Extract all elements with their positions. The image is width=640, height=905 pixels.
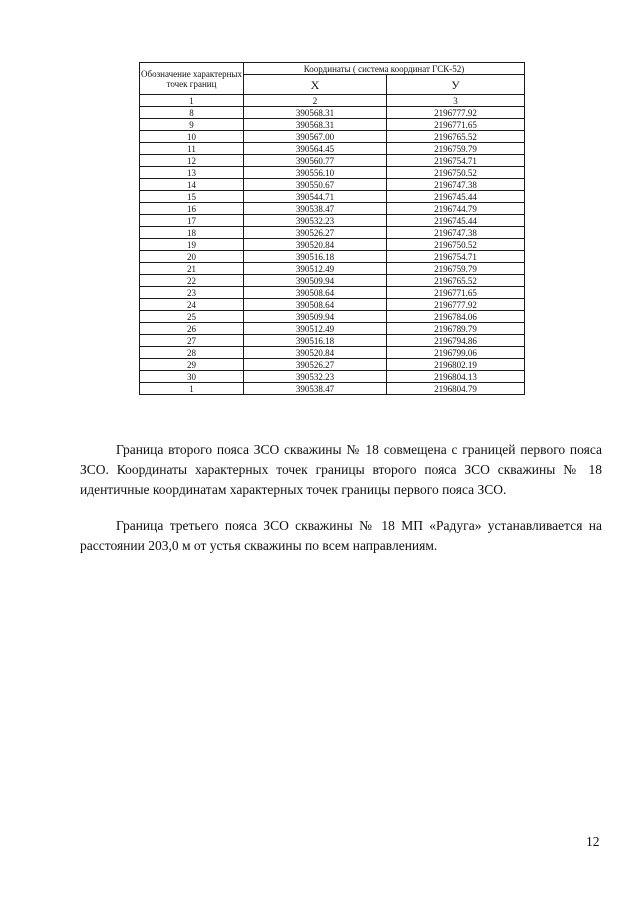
x-coordinate-cell: 390520.84	[244, 239, 387, 251]
point-id-cell: 18	[140, 227, 244, 239]
table-row	[140, 155, 525, 167]
table-row	[140, 299, 525, 311]
paragraph-second-zone: Граница второго пояса ЗСО скважины № 18 совмещена с границей первого пояса ЗСО. Координаты характерных точек границы второго пояса ЗСО скважины № 18 идентичные координатам характерных точек границы первого пояса ЗСО.	[80, 442, 602, 497]
x-coordinate-cell: 390526.27	[244, 359, 387, 371]
table-row	[140, 167, 525, 179]
x-coordinate-cell: 390538.47	[244, 383, 387, 395]
table-row	[140, 335, 525, 347]
x-coordinate-cell: 390512.49	[244, 323, 387, 335]
y-coordinate-cell: 2196759.79	[387, 263, 525, 275]
x-coordinate-cell: 390568.31	[244, 107, 387, 119]
table-row	[140, 107, 525, 119]
table-row	[140, 251, 525, 263]
table-row	[140, 347, 525, 359]
x-coordinate-cell: 390538.47	[244, 203, 387, 215]
y-coordinate-cell: 2196754.71	[387, 155, 525, 167]
column-number-1: 1	[140, 95, 244, 107]
x-coordinate-cell: 390567.00	[244, 131, 387, 143]
paragraph-third-zone: Граница третьего пояса ЗСО скважины № 18 МП «Радуга» устанавливается на расстоянии 203,0 м от устья скважины по всем направлениям.	[80, 518, 602, 553]
y-coordinate-cell: 2196747.38	[387, 179, 525, 191]
header-y: У	[387, 75, 525, 95]
y-coordinate-cell: 2196789.79	[387, 323, 525, 335]
header-designation: Обозначение характерных точек границ	[140, 63, 244, 95]
table-row	[140, 119, 525, 131]
point-id-cell: 25	[140, 311, 244, 323]
table-row	[140, 371, 525, 383]
x-coordinate-cell: 390516.18	[244, 335, 387, 347]
point-id-cell: 15	[140, 191, 244, 203]
y-coordinate-cell: 2196777.92	[387, 299, 525, 311]
y-coordinate-cell: 2196802.19	[387, 359, 525, 371]
y-coordinate-cell: 2196777.92	[387, 107, 525, 119]
column-number-3: 3	[387, 95, 525, 107]
x-coordinate-cell: 390560.77	[244, 155, 387, 167]
x-coordinate-cell: 390520.84	[244, 347, 387, 359]
point-id-cell: 10	[140, 131, 244, 143]
table-row	[140, 215, 525, 227]
table-row	[140, 287, 525, 299]
y-coordinate-cell: 2196750.52	[387, 167, 525, 179]
point-id-cell: 1	[140, 383, 244, 395]
point-id-cell: 21	[140, 263, 244, 275]
point-id-cell: 22	[140, 275, 244, 287]
y-coordinate-cell: 2196799.06	[387, 347, 525, 359]
table-row	[140, 275, 525, 287]
point-id-cell: 8	[140, 107, 244, 119]
x-coordinate-cell: 390508.64	[244, 287, 387, 299]
y-coordinate-cell: 2196784.06	[387, 311, 525, 323]
point-id-cell: 29	[140, 359, 244, 371]
y-coordinate-cell: 2196765.52	[387, 131, 525, 143]
point-id-cell: 30	[140, 371, 244, 383]
y-coordinate-cell: 2196745.44	[387, 191, 525, 203]
x-coordinate-cell: 390532.23	[244, 371, 387, 383]
y-coordinate-cell: 2196771.65	[387, 119, 525, 131]
y-coordinate-cell: 2196754.71	[387, 251, 525, 263]
x-coordinate-cell: 390516.18	[244, 251, 387, 263]
point-id-cell: 27	[140, 335, 244, 347]
header-coordinates: Координаты ( система координат ГСК-52)	[244, 63, 525, 75]
point-id-cell: 26	[140, 323, 244, 335]
point-id-cell: 16	[140, 203, 244, 215]
point-id-cell: 14	[140, 179, 244, 191]
y-coordinate-cell: 2196794.86	[387, 335, 525, 347]
x-coordinate-cell: 390509.94	[244, 311, 387, 323]
page-number: 12	[586, 834, 600, 849]
x-coordinate-cell: 390568.31	[244, 119, 387, 131]
x-coordinate-cell: 390509.94	[244, 275, 387, 287]
point-id-cell: 28	[140, 347, 244, 359]
y-coordinate-cell: 2196765.52	[387, 275, 525, 287]
x-coordinate-cell: 390550.67	[244, 179, 387, 191]
table-row	[140, 383, 525, 395]
header-x: X	[244, 75, 387, 95]
point-id-cell: 13	[140, 167, 244, 179]
point-id-cell: 11	[140, 143, 244, 155]
y-coordinate-cell: 2196750.52	[387, 239, 525, 251]
point-id-cell: 20	[140, 251, 244, 263]
coordinates-table	[139, 62, 525, 395]
y-coordinate-cell: 2196759.79	[387, 143, 525, 155]
point-id-cell: 12	[140, 155, 244, 167]
coordinates-table-body	[140, 107, 525, 395]
x-coordinate-cell: 390508.64	[244, 299, 387, 311]
table-row	[140, 143, 525, 155]
table-row	[140, 239, 525, 251]
table-row	[140, 203, 525, 215]
y-coordinate-cell: 2196744.79	[387, 203, 525, 215]
point-id-cell: 17	[140, 215, 244, 227]
y-coordinate-cell: 2196747.38	[387, 227, 525, 239]
table-row	[140, 263, 525, 275]
x-coordinate-cell: 390526.27	[244, 227, 387, 239]
x-coordinate-cell: 390532.23	[244, 215, 387, 227]
table-row	[140, 323, 525, 335]
table-row	[140, 191, 525, 203]
x-coordinate-cell: 390512.49	[244, 263, 387, 275]
y-coordinate-cell: 2196804.13	[387, 371, 525, 383]
point-id-cell: 24	[140, 299, 244, 311]
x-coordinate-cell: 390556.10	[244, 167, 387, 179]
y-coordinate-cell: 2196745.44	[387, 215, 525, 227]
table-row	[140, 311, 525, 323]
point-id-cell: 19	[140, 239, 244, 251]
y-coordinate-cell: 2196771.65	[387, 287, 525, 299]
table-row	[140, 359, 525, 371]
table-row	[140, 179, 525, 191]
x-coordinate-cell: 390564.45	[244, 143, 387, 155]
y-coordinate-cell: 2196804.79	[387, 383, 525, 395]
table-row	[140, 227, 525, 239]
column-number-2: 2	[244, 95, 387, 107]
x-coordinate-cell: 390544.71	[244, 191, 387, 203]
table-row	[140, 131, 525, 143]
point-id-cell: 23	[140, 287, 244, 299]
point-id-cell: 9	[140, 119, 244, 131]
